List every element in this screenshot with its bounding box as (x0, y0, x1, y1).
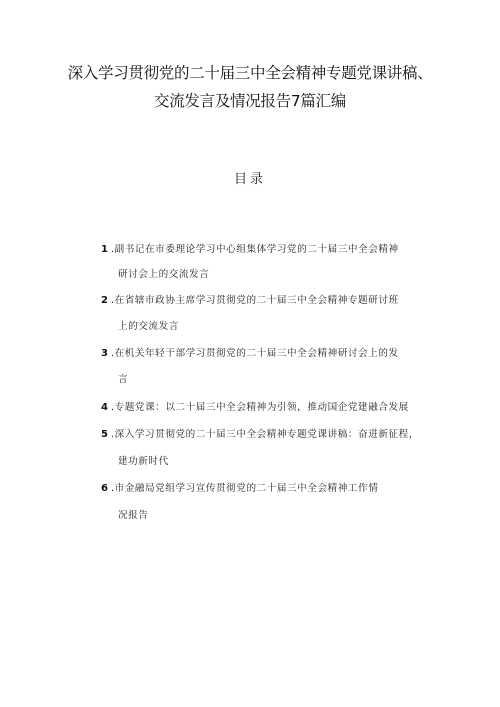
toc-item-number: 1 (101, 244, 108, 255)
toc-item-number: 3 (101, 348, 108, 359)
toc-item-text-continued[interactable]: 上的交流发言 (118, 321, 179, 332)
toc-item-text-continued[interactable]: 况报告 (118, 510, 149, 521)
toc-item-number: 2 (101, 295, 108, 306)
toc-item-text[interactable]: .深入学习贯彻党的二十届三中全会精神专题党课讲稿：奋进新征程， (111, 429, 419, 440)
toc-item-text-continued[interactable]: 建功新时代 (118, 456, 169, 467)
toc-item-number: 5 (101, 429, 108, 440)
toc-item-text[interactable]: .市金融局党组学习宣传贯彻党的二十届三中全会精神工作情 (111, 483, 379, 494)
document-title-line-1: 深入学习贯彻党的二十届三中全会精神专题党课讲稿、 (67, 64, 433, 82)
document-title-line-2: 交流发言及情况报告7篇汇编 (154, 92, 346, 110)
toc-item-text-continued[interactable]: 言 (118, 374, 129, 385)
toc-item-text[interactable]: .在机关年轻干部学习贯彻党的二十届三中全会精神研讨会上的发 (111, 348, 399, 359)
toc-item-text-continued[interactable]: 研讨会上的交流发言 (118, 269, 210, 280)
toc-heading: 目录 (233, 172, 266, 187)
toc-item-text[interactable]: .副书记在市委理论学习中心组集体学习党的二十届三中全会精神 (111, 244, 399, 255)
toc-item-text[interactable]: .在省辖市政协主席学习贯彻党的二十届三中全会精神专题研讨班 (111, 295, 399, 306)
toc-item-text[interactable]: .专题党课：以二十届三中全会精神为引领，推动国企党建融合发展 (111, 402, 409, 413)
toc-item-number: 6 (101, 483, 108, 494)
toc-item-number: 4 (101, 402, 108, 413)
